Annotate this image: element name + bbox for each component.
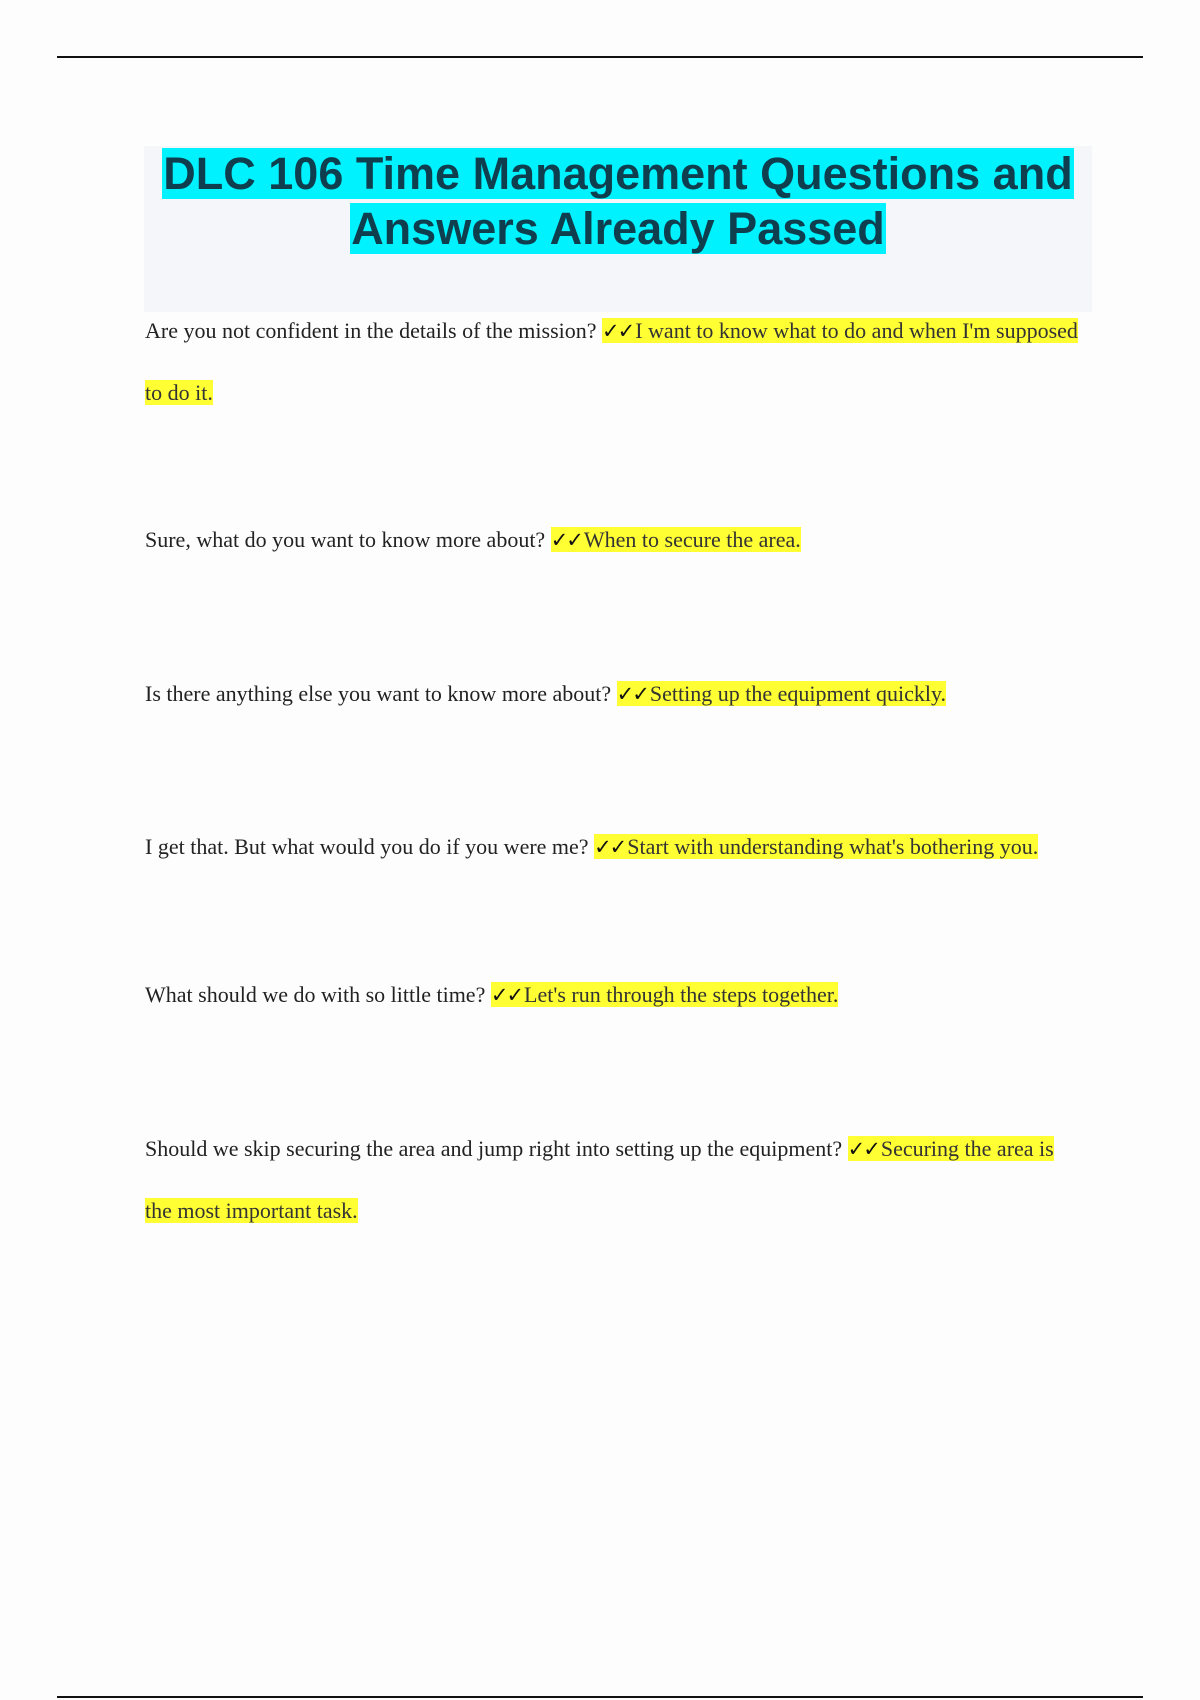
answer-text: Securing the area is the most important task. [145,1136,1054,1223]
answer-highlight [551,527,801,552]
qa-item [145,816,1085,878]
answer-text: I want to know what to do and when I'm supposed to do it. [145,318,1078,405]
double-check-icon: ✓✓ [594,835,626,859]
question-text: Are you not confident in the details of the mission? [145,318,597,343]
answer-text: Start with understanding what's bothering you. [627,834,1039,859]
header-rule [57,56,1143,58]
double-check-icon: ✓✓ [550,528,582,552]
footer-rule [57,1696,1143,1698]
qa-item [145,1118,1085,1241]
answer-highlight [491,982,839,1007]
qa-item [145,964,1085,1026]
double-check-icon: ✓✓ [602,319,634,343]
answer-text: When to secure the area. [583,527,801,552]
double-check-icon: ✓✓ [490,983,523,1007]
double-check-icon: ✓✓ [616,682,648,706]
answer-text: Let's run through the steps together. [524,982,839,1007]
answer-highlight [617,681,946,706]
title-block [144,146,1092,312]
qa-item [145,663,1085,725]
double-check-icon: ✓✓ [847,1137,879,1161]
document-title: DLC 106 Time Management Questions and Answers Already Passed [163,148,1073,254]
qa-item [145,300,1085,423]
question-text: Should we skip securing the area and jump right into setting up the equipment? [145,1136,843,1161]
qa-item [145,509,1085,571]
question-text: Is there anything else you want to know more about? [145,681,612,706]
answer-highlight [594,834,1038,859]
question-text: I get that. But what would you do if you were me? [145,834,589,859]
question-text: Sure, what do you want to know more about? [145,527,546,552]
question-text: What should we do with so little time? [145,982,486,1007]
answer-text: Setting up the equipment quickly. [649,681,947,706]
qa-list [145,300,1085,1241]
